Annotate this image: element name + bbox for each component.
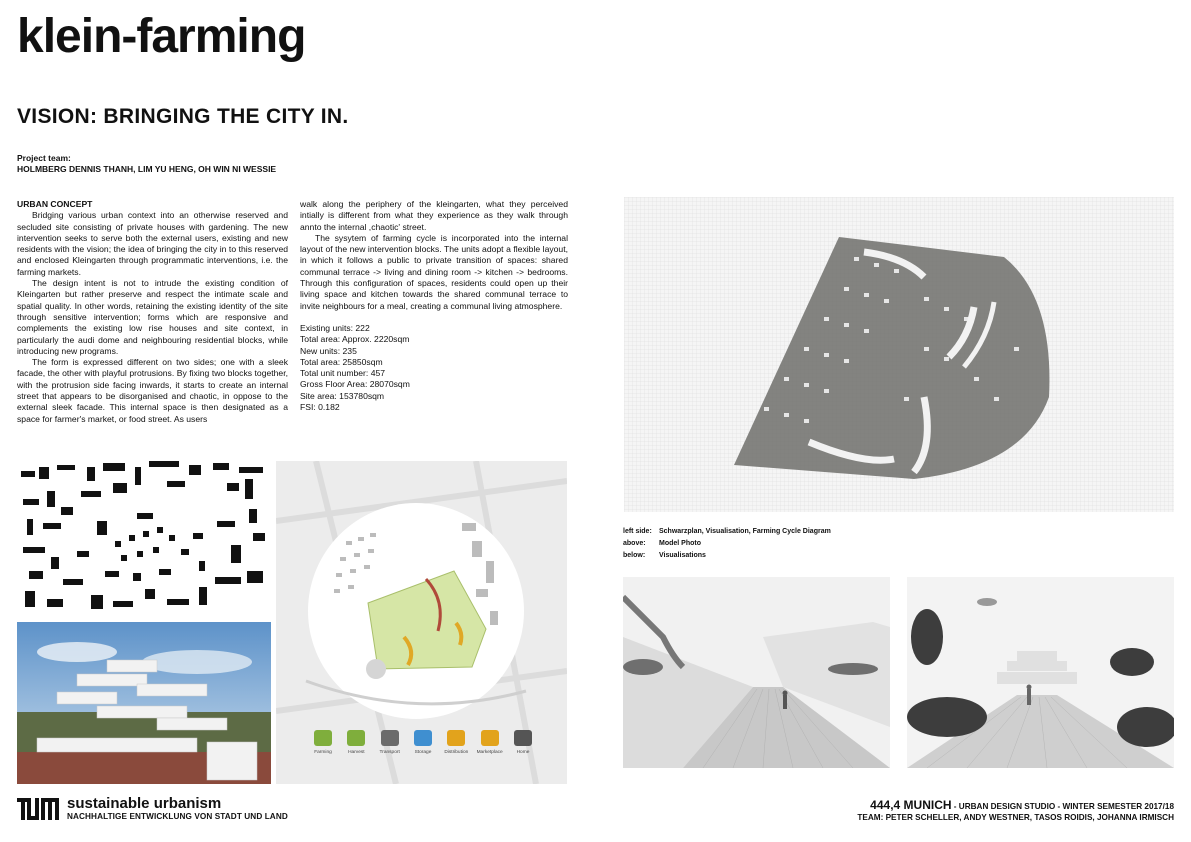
course-info	[870, 799, 1174, 813]
visualisation-street-2	[907, 577, 1174, 768]
home-icon	[514, 730, 532, 746]
model-photo	[624, 197, 1174, 512]
caption-value: Visualisations	[659, 552, 706, 559]
tum-logo	[17, 798, 59, 820]
stat-line: Total area: 25850sqm	[300, 356, 383, 367]
storage-icon	[414, 730, 432, 746]
concept-paragraph-1: Bridging various urban context into an otherwise reserved and secluded site consisting of private houses with gardening. The new intervention seeks to serve both the external users, existing and new residents with the vision; the idea of bringing the city in to this reserved and enclosed Kleingarten through programmatic interventions, i.e. the farming markets.	[17, 210, 288, 277]
farming-cycle-legend	[308, 730, 538, 764]
concept-paragraph-3: The form is expressed different on two sides; one with a sleek facade, the other with playful protrusions. By fixing two blocks together, with the protrusion side facing inwards, it starts to create an internal street that appears to be disorganised and chaotic, in oppose to the external sleek facade. This internal space is then designated as a space for farmer's market, or food street. As users	[17, 357, 288, 424]
concept-heading: URBAN CONCEPT	[17, 199, 93, 209]
cycle-step-label: Home	[516, 750, 530, 755]
stat-line: Gross Floor Area: 28070sqm	[300, 379, 410, 390]
page-title: klein-farming	[17, 10, 306, 63]
concept-column-right	[300, 199, 568, 413]
cycle-step-harvest	[341, 730, 371, 764]
stat-line: Total area: Approx. 2220sqm	[300, 334, 410, 345]
course-team: TEAM: PETER SCHELLER, ANDY WESTNER, TASOS ROIDIS, JOHANNA IRMISCH	[857, 813, 1174, 822]
stat-line: New units: 235	[300, 345, 357, 356]
stat-line: FSI: 0.182	[300, 402, 340, 413]
caption-value: Model Photo	[659, 540, 701, 547]
program-title: sustainable urbanism	[67, 795, 222, 812]
concept-paragraph-4: The sysytem of farming cycle is incorporated into the internal layout of the new intervention blocks. The units adopt a flexible layout, in which it follows a public to private transition of spaces: shared communal terrace -> living and dining room -> kitchen -> bedrooms. Through this configuration of spaces, residents could open up their living space and kitchen towards the shared communal terrace to invite neighbours for a meal, creating a communal living atmosphere.	[300, 232, 568, 311]
concept-paragraph-2: The design intent is not to intrude the existing condition of Kleingarten but rather preserve and respect the intimate scale and spatial quality. In other words, retaining the existing identity of the site through sensitive intervention; forms which are responsive and complements the existing low rise houses and site context, in particularly the audi dome and neighbouring residential blocks, while introducing new programs.	[17, 278, 288, 356]
cycle-step-home	[508, 730, 538, 764]
cycle-step-distribution	[441, 730, 471, 764]
concept-paragraph-3-cont: walk along the periphery of the kleingarten, what they perceived intially is different from what they experience as they walk through annto the internal ,chaotic' street.	[300, 199, 568, 232]
cycle-step-transport	[375, 730, 405, 764]
visualisation-left-image	[17, 622, 271, 784]
concept-column-left	[17, 199, 288, 425]
team-names: HOLMBERG DENNIS THANH, LIM YU HENG, OH WIN NI WESSIE	[17, 164, 277, 174]
stat-line: Site area: 153780sqm	[300, 390, 385, 401]
caption-key: below:	[623, 552, 646, 559]
vision-subtitle: VISION: BRINGING THE CITY IN.	[17, 105, 349, 128]
course-number: 444,4 MUNICH	[870, 798, 952, 812]
harvest-icon	[347, 730, 365, 746]
site-statistics	[300, 323, 568, 413]
market-stall-icon	[481, 730, 499, 746]
truck-icon	[447, 730, 465, 746]
transport-icon	[381, 730, 399, 746]
cycle-step-label: Marketplace	[476, 750, 503, 755]
cycle-step-label: Storage	[414, 750, 432, 755]
stat-line: Existing units: 222	[300, 322, 370, 333]
course-description: - URBAN DESIGN STUDIO - WINTER SEMESTER 2017/18	[951, 802, 1174, 811]
program-subtitle: NACHHALTIGE ENTWICKLUNG VON STADT UND LAND	[67, 812, 288, 821]
figure-captions	[623, 526, 831, 562]
farming-icon	[314, 730, 332, 746]
cycle-step-label: Farming	[314, 750, 332, 755]
visualisation-street-1	[623, 577, 890, 768]
team-label: Project team:	[17, 153, 71, 163]
cycle-step-label: Harvest	[348, 750, 365, 755]
cycle-step-farming	[308, 730, 338, 764]
cycle-step-marketplace	[475, 730, 505, 764]
caption-row	[623, 550, 831, 562]
cycle-step-label: Distribution	[444, 750, 469, 755]
caption-key: left side:	[623, 528, 652, 535]
cycle-step-label: Transport	[379, 750, 400, 755]
caption-row	[623, 526, 831, 538]
caption-value: Schwarzplan, Visualisation, Farming Cycle Diagram	[659, 528, 831, 535]
cycle-step-storage	[408, 730, 438, 764]
schwarzplan-image	[17, 461, 271, 617]
caption-key: above:	[623, 540, 646, 547]
caption-row	[623, 538, 831, 550]
stat-line: Total unit number: 457	[300, 368, 386, 379]
